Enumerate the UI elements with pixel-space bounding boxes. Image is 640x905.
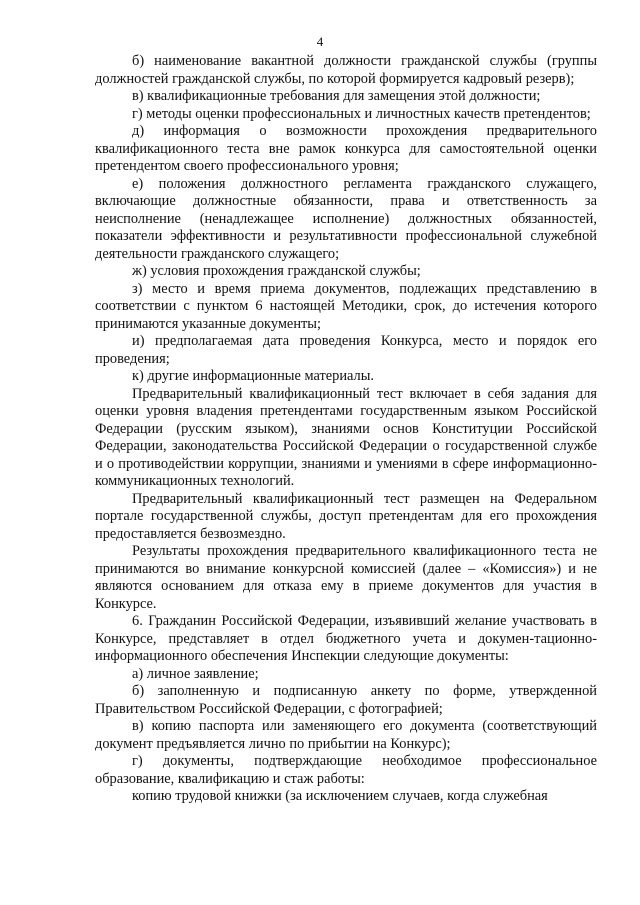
paragraph-k-other-materials: к) другие информационные материалы. (132, 368, 374, 384)
paragraph-i-competition-date: и) предполагаемая дата проведения Конкурса, место и порядок его проведения; (95, 333, 597, 367)
paragraph-e-job-regulation: е) положения должностного регламента гражданского служащего, включающие должностные обязанности, права и ответственность за неисполнение (ненадлежащее исполнение) должностных обязанностей, показатели эффективности и результативности профессиональной служебной деятельности гражданского служащего; (95, 175, 597, 262)
paragraph-a-application: а) личное заявление; (132, 665, 259, 682)
paragraph-test-contents: Предварительный квалификационный тест включает в себя задания для оценки уровня владения претендентами государственным языком Российской Федерации (русским языком), знаниями основ Конституции Российской Федерации, законодательства Российской Федерации о государственной службе и о противодействии коррупции, знаниями и умениями в сфере информационно-коммуникационных технологий. (95, 385, 597, 489)
page-number: 4 (316, 34, 324, 49)
paragraph-b-vacancy-name: б) наименование вакантной должности гражданской службы (группы должностей гражданской службы, по которой формируется кадровый резерв); (95, 53, 597, 87)
paragraph-employment-record: копию трудовой книжки (за исключением случаев, когда служебная (132, 788, 548, 804)
paragraph-g-education-documents: г) документы, подтверждающие необходимое профессиональное образование, квалификацию и стаж работы: (95, 753, 597, 787)
paragraph-z-document-submission: з) место и время приема документов, подлежащих представлению в соответствии с пунктом 6 настоящей Методики, срок, до истечения которого принимаются указанные документы; (95, 280, 597, 332)
paragraph-zh-service-conditions: ж) условия прохождения гражданской службы; (132, 263, 421, 279)
paragraph-test-results: Результаты прохождения предварительного квалификационного теста не принимаются во внимание конкурсной комиссией (далее – «Комиссия») и не являются основанием для отказа ему в приеме документов для участия в Конкурсе. (95, 543, 597, 612)
paragraph-d-preliminary-test-info: д) информация о возможности прохождения предварительного квалификационного теста вне рамок конкурса для самостоятельной оценки претендентом своего профессионального уровня; (95, 123, 597, 174)
paragraph-b-questionnaire: б) заполненную и подписанную анкету по форме, утвержденной Правительством Российской Федерации, с фотографией; (95, 683, 597, 717)
document-body (95, 53, 597, 806)
paragraph-test-portal: Предварительный квалификационный тест размещен на Федеральном портале государственной службы, доступ претендентам для его прохождения предоставляется безвозмездно. (95, 490, 597, 542)
paragraph-g-assessment-methods: г) методы оценки профессиональных и личностных качеств претендентов; (132, 105, 591, 122)
paragraph-v-qualification-requirements: в) квалификационные требования для замещения этой должности; (132, 88, 541, 104)
paragraph-6-required-documents: 6. Гражданин Российской Федерации, изъявивший желание участвовать в Конкурсе, представляет в отдел бюджетного учета и докумен-тационно-информационного обеспечения Инспекции следующие документы: (95, 613, 597, 664)
paragraph-v-passport-copy: в) копию паспорта или заменяющего его документа (соответствующий документ предъявляется лично по прибытии на Конкурс); (95, 718, 597, 752)
